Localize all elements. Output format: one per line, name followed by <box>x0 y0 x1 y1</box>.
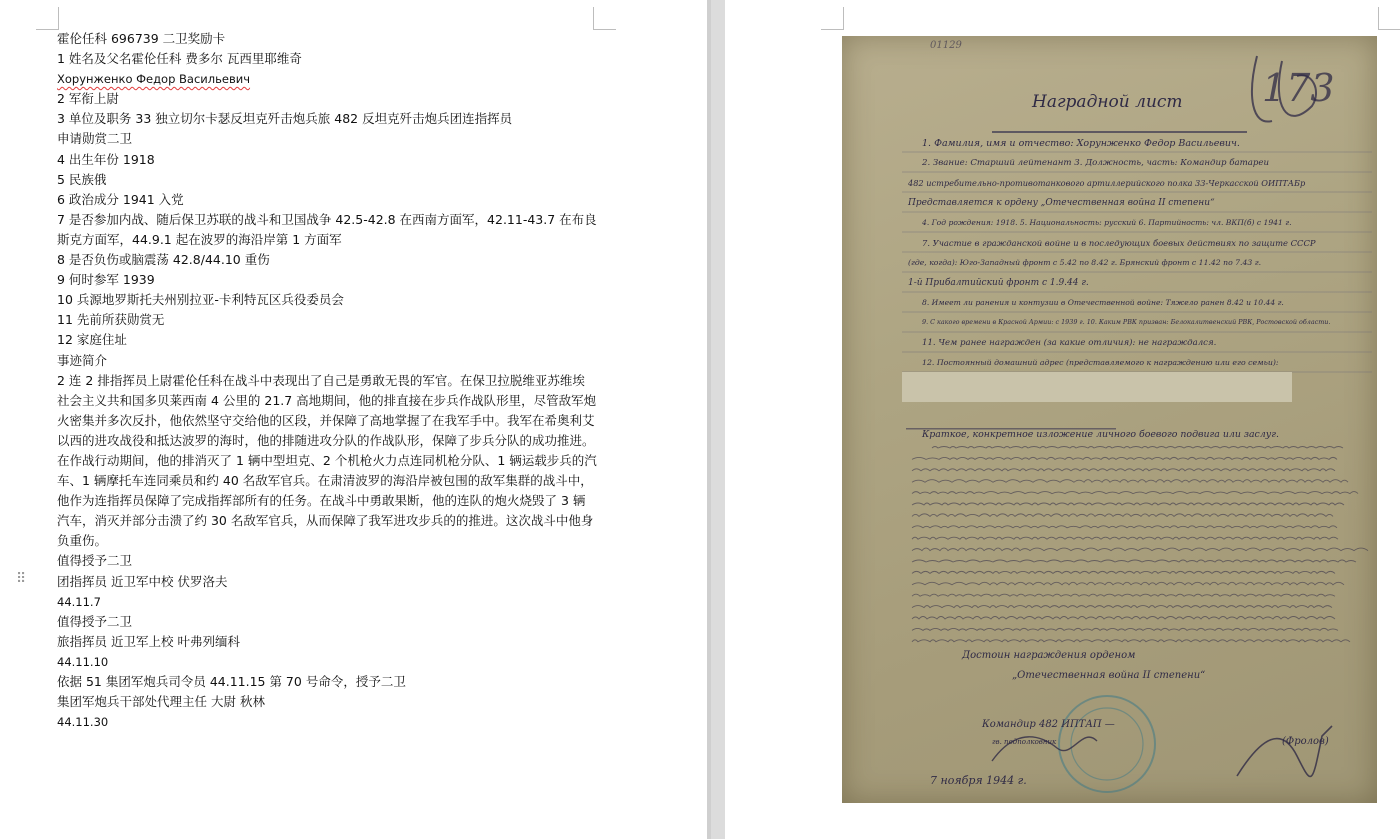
drag-handle-icon[interactable]: ⠿ <box>16 571 28 587</box>
transcript-line: 9 何时参军 1939 <box>57 272 155 288</box>
scan-closing: Достоин награждения орденом <box>962 650 1136 661</box>
scan-commander: Командир 482 ИПТАП — <box>982 719 1115 730</box>
award-sheet-scan-image[interactable] <box>842 36 1377 803</box>
transcript-line: 值得授予二卫 <box>57 553 133 569</box>
scan-ruled-lines <box>842 36 1377 803</box>
transcript-line: 旅指挥员 近卫军上校 叶弗列缅科 <box>57 633 240 649</box>
transcript-line-russian-name: Хорунженко Федор Васильевич <box>57 72 251 87</box>
scan-date: 7 ноября 1944 г. <box>930 774 1027 787</box>
page-margin-corner-top-right <box>1378 7 1400 30</box>
transcript-line: 7 是否参加内战、随后保卫苏联的战斗和卫国战争 42.5-42.8 在西南方面军，42.11-43.7 在布良斯克方面军，44.9.1 起在波罗的海沿岸第 1 方面军 <box>57 211 597 247</box>
transcript-date: 44.11.7 <box>57 594 101 609</box>
scan-summary-heading: Краткое, конкретное изложение личного боевого подвига или заслуг. <box>922 429 1279 440</box>
scan-field-line: 7. Участие в гражданской войне и в последующих боевых действиях по защите СССР <box>922 238 1316 248</box>
scan-field-line: Представляется к ордену „Отечественная война II степени“ <box>908 198 1215 208</box>
scan-order-name: „Отечественная война II степени“ <box>1012 670 1206 681</box>
page-margin-corner-top-right <box>593 7 616 30</box>
scan-signature-name: (Фролов) <box>1282 736 1329 747</box>
scan-field-line: 4. Год рождения: 1918. 5. Национальность: русский 6. Партийность: чл. ВКП(б) с 1941 г. <box>922 218 1292 227</box>
transcript-text[interactable] <box>57 29 597 732</box>
transcript-line: 8 是否负伤或脑震荡 42.8/44.10 重伤 <box>57 252 270 268</box>
transcript-line: 5 民族俄 <box>57 171 107 187</box>
transcript-line: 值得授予二卫 <box>57 613 133 629</box>
scan-field-line: (где, когда): Юго-Западный фронт с 5.42 по 8.42 г. Брянский фронт с 11.42 по 7.43 г. <box>908 258 1262 267</box>
scan-field-line: 12. Постоянный домашний адрес (представляемого к награждению или его семьи): <box>922 358 1279 367</box>
transcript-line: 4 出生年份 1918 <box>57 151 155 167</box>
transcript-line: 3 单位及职务 33 独立切尔卡瑟反坦克歼击炮兵旅 482 反坦克歼击炮兵团连指挥员 <box>57 111 513 127</box>
transcript-line: 依据 51 集团军炮兵司令员 44.11.15 第 70 号命令，授予二卫 <box>57 674 406 689</box>
scan-field-line: 2. Звание: Старший лейтенант 3. Должность, часть: Командир батареи <box>922 158 1269 168</box>
scan-archive-number: 01129 <box>930 40 962 51</box>
scan-field-line: 1-й Прибалтийский фронт с 1.9.44 г. <box>908 278 1089 288</box>
scan-sheet-number: 173 <box>1262 66 1335 110</box>
transcript-line: 集团军炮兵干部处代理主任 大尉 秋林 <box>57 694 265 710</box>
transcript-date: 44.11.30 <box>57 715 109 730</box>
scan-title: Наградной лист <box>1032 92 1183 112</box>
scan-field-line: 8. Имеет ли ранения и контузии в Отечественной войне: Тяжело ранен 8.42 и 10.44 г. <box>922 298 1284 307</box>
transcript-line: 1 姓名及父名霍伦任科 费多尔 瓦西里耶维奇 <box>57 51 302 67</box>
scan-field-line: 9. С какого времени в Красной Армии: с 1939 г. 10. Каким РВК призван: Белокалитвенский РВК, Ростовской области. <box>922 318 1331 326</box>
page-margin-corner-top-left <box>821 7 844 30</box>
transcript-heading: 事迹简介 <box>57 352 108 368</box>
transcript-line: 10 兵源地罗斯托夫州别拉亚-卡利特瓦区兵役委员会 <box>57 292 344 308</box>
transcript-line: 6 政治成分 1941 入党 <box>57 191 184 207</box>
scan-redacted-area <box>902 372 1292 402</box>
transcript-line: 团指挥员 近卫军中校 伏罗洛夫 <box>57 573 228 589</box>
transcript-line: 2 军衔上尉 <box>57 91 119 107</box>
transcript-date: 44.11.10 <box>57 654 109 669</box>
scan-field-line: 11. Чем ранее награжден (за какие отличия): не награждался. <box>922 338 1217 348</box>
scan-commander-note: гв. подполковник <box>992 738 1057 746</box>
transcript-line: 11 先前所获勋赏无 <box>57 312 165 328</box>
transcript-line: 12 家庭住址 <box>57 332 127 348</box>
document-page-scan <box>725 0 1400 839</box>
scan-field-line: 482 истребительно-противотанкового артиллерийского полка 33-Черкасской ОИПТАБр <box>908 178 1306 188</box>
transcript-line: 霍伦任科 696739 二卫奖励卡 <box>57 31 226 46</box>
transcript-line: 申请勋赏二卫 <box>57 131 133 147</box>
scan-field-line: 1. Фамилия, имя и отчество: Хорунженко Федор Васильевич. <box>922 138 1240 149</box>
page-gutter <box>707 0 725 839</box>
transcript-paragraph: 2 连 2 排指挥员上尉霍伦任科在战斗中表现出了自己是勇敢无畏的军官。在保卫拉脱维亚苏维埃社会主义共和国多贝莱西南 4 公里的 21.7 高地期间，他的排直接在步兵作战队形里，尽管敌军炮火密集并多次反扑，他依然坚守交给他的区段，并保障了高地掌握了在我军手中。我军在希奥利艾以西的进攻战役和抵达波罗的海时，他的排随进攻分队的作战队形，保障了步兵分队的成功推进。在作战行动期间，他的排消灭了 1 辆中型坦克、2 个机枪火力点连同机枪分队、1 辆运载步兵的汽车、1 辆摩托车连同乘员和约 40 名敌军官兵。在肃清波罗的海沿岸被包围的敌军集群的战斗中，他作为连指挥员保障了完成指挥部所有的任务。在战斗中勇敢果断，他的连队的炮火烧毁了 3 辆汽车，消灭并部分击溃了约 30 名敌军官兵，从而保障了我军进攻步兵的的推进。这次战斗中他身负重伤。 <box>57 372 597 549</box>
page-margin-corner-top-left <box>36 7 59 30</box>
